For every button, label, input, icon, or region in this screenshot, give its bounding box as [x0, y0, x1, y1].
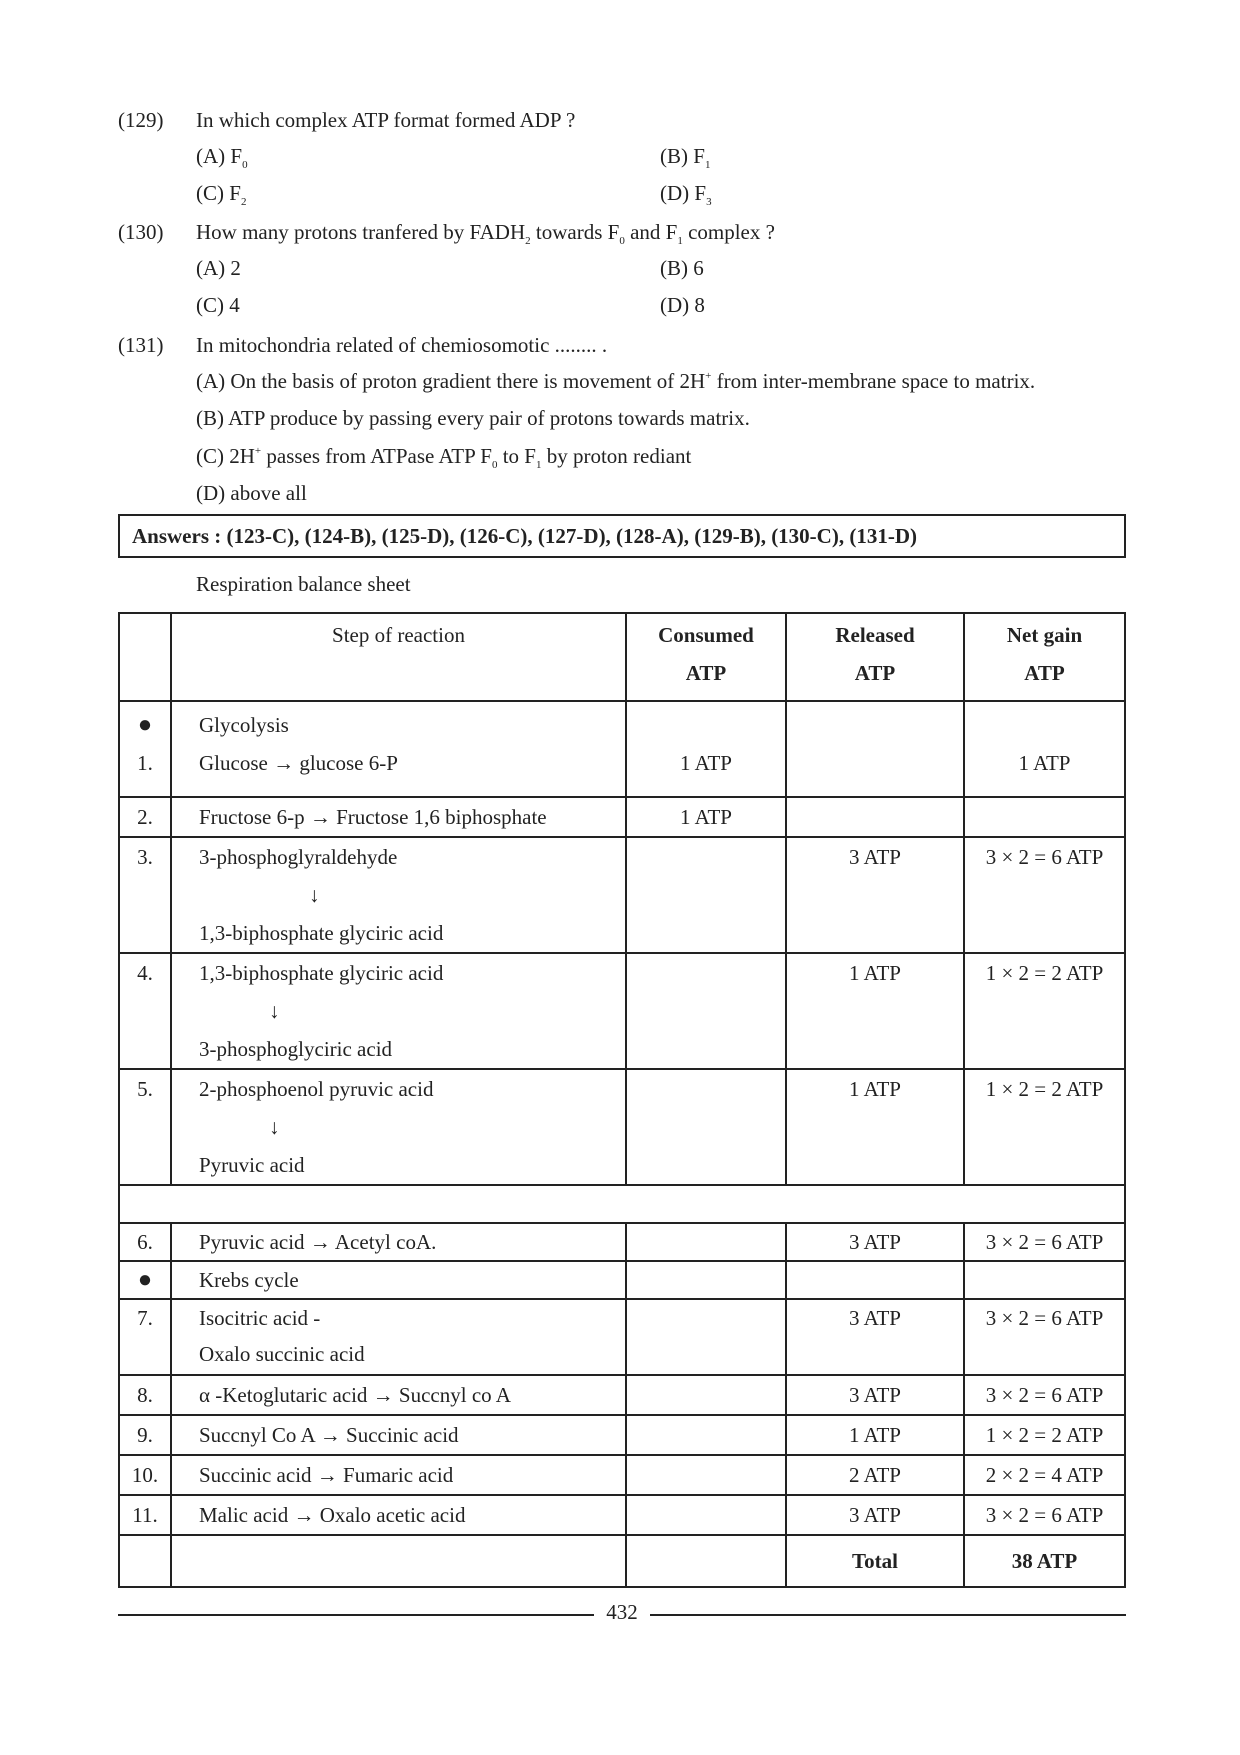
- bullet-icon: ●: [137, 712, 153, 738]
- table-row: 2. Fructose 6-p → Fructose 1,6 biphosphate 1 ATP: [119, 797, 1125, 837]
- header-sl: [119, 613, 171, 701]
- bullet-icon: ●: [119, 1261, 171, 1299]
- table-total-row: [119, 1535, 1125, 1587]
- question-text: In mitochondria related of chemiosomotic ........ .: [196, 333, 608, 357]
- option-c: (C) 2H+ passes from ATPase ATP $F_0$ to $F_1$ by proton rediant: [196, 444, 692, 471]
- table-row: 5. 2-phosphoenol pyruvic acid ↓ Pyruvic acid 1 ATP 1 × 2 = 2 ATP: [119, 1069, 1125, 1185]
- option-a: (A) $F_0$: [196, 144, 248, 171]
- total-label: Total: [786, 1535, 964, 1587]
- header-released: Released ATP: [786, 613, 964, 701]
- option-c: (C) $F_2$: [196, 181, 247, 208]
- section-krebs: Krebs cycle: [171, 1261, 626, 1299]
- table-caption: Respiration balance sheet: [196, 572, 411, 596]
- header-consumed: Consumed ATP: [626, 613, 786, 701]
- option-b: (B) 6: [660, 256, 704, 280]
- table-header-row: [119, 613, 1125, 701]
- table-row: ● 1. Glycolysis Glucose → glucose 6-P 1 ATP 1 ATP: [119, 701, 1125, 797]
- header-step: Step of reaction: [171, 613, 626, 701]
- table-row: 9. Succnyl Co A → Succinic acid 1 ATP 1 × 2 = 2 ATP: [119, 1415, 1125, 1455]
- footer-divider-left: [118, 1614, 594, 1616]
- arrow-down-icon: ↓: [309, 883, 320, 907]
- option-c: (C) 4: [196, 293, 240, 317]
- question-number: (129): [118, 108, 164, 132]
- table-spacer-row: [119, 1185, 1125, 1223]
- table-row: 11. Malic acid → Oxalo acetic acid 3 ATP 3 × 2 = 6 ATP: [119, 1495, 1125, 1535]
- question-text: How many protons tranfered by $FADH_2$ towards $F_0$ and $F_1$ complex ?: [196, 220, 775, 247]
- section-glycolysis: Glycolysis: [199, 713, 289, 737]
- table-row: [119, 1261, 1125, 1299]
- option-b: (B) ATP produce by passing every pair of protons towards matrix.: [196, 406, 750, 430]
- table-row: 3. 3-phosphoglyraldehyde ↓ 1,3-biphosphate glyciric acid 3 ATP 3 × 2 = 6 ATP: [119, 837, 1125, 953]
- table-row: 10. Succinic acid → Fumaric acid 2 ATP 2 × 2 = 4 ATP: [119, 1455, 1125, 1495]
- option-d: (D) $F_3$: [660, 181, 712, 208]
- header-net-gain: Net gain ATP: [964, 613, 1125, 701]
- option-a: (A) On the basis of proton gradient there is movement of 2H+ from inter-membrane space to matrix.: [196, 369, 1036, 393]
- total-value: 38 ATP: [964, 1535, 1125, 1587]
- arrow-down-icon: ↓: [269, 1115, 280, 1139]
- arrow-down-icon: ↓: [269, 999, 280, 1023]
- table-row: 6. Pyruvic acid → Acetyl coA. 3 ATP 3 × 2 = 6 ATP: [119, 1223, 1125, 1261]
- table-row: 7. Isocitric acid - Oxalo succinic acid 3 ATP 3 × 2 = 6 ATP: [119, 1299, 1125, 1375]
- answers-box: Answers : (123-C), (124-B), (125-D), (126-C), (127-D), (128-A), (129-B), (130-C), (131-D): [118, 514, 1126, 558]
- table-row: 4. 1,3-biphosphate glyciric acid ↓ 3-phosphoglyciric acid 1 ATP 1 × 2 = 2 ATP: [119, 953, 1125, 1069]
- table-row: 8. α -Ketoglutaric acid → Succnyl co A 3 ATP 3 × 2 = 6 ATP: [119, 1375, 1125, 1415]
- option-d: (D) 8: [660, 293, 705, 317]
- question-number: (131): [118, 333, 164, 357]
- option-d: (D) above all: [196, 481, 307, 505]
- option-a: (A) 2: [196, 256, 241, 280]
- respiration-balance-table: [118, 612, 1126, 1588]
- question-number: (130): [118, 220, 164, 244]
- page-number: 432: [606, 1600, 638, 1624]
- option-b: (B) $F_1$: [660, 144, 711, 171]
- question-text: In which complex ATP format formed ADP ?: [196, 108, 576, 132]
- footer-divider-right: [650, 1614, 1126, 1616]
